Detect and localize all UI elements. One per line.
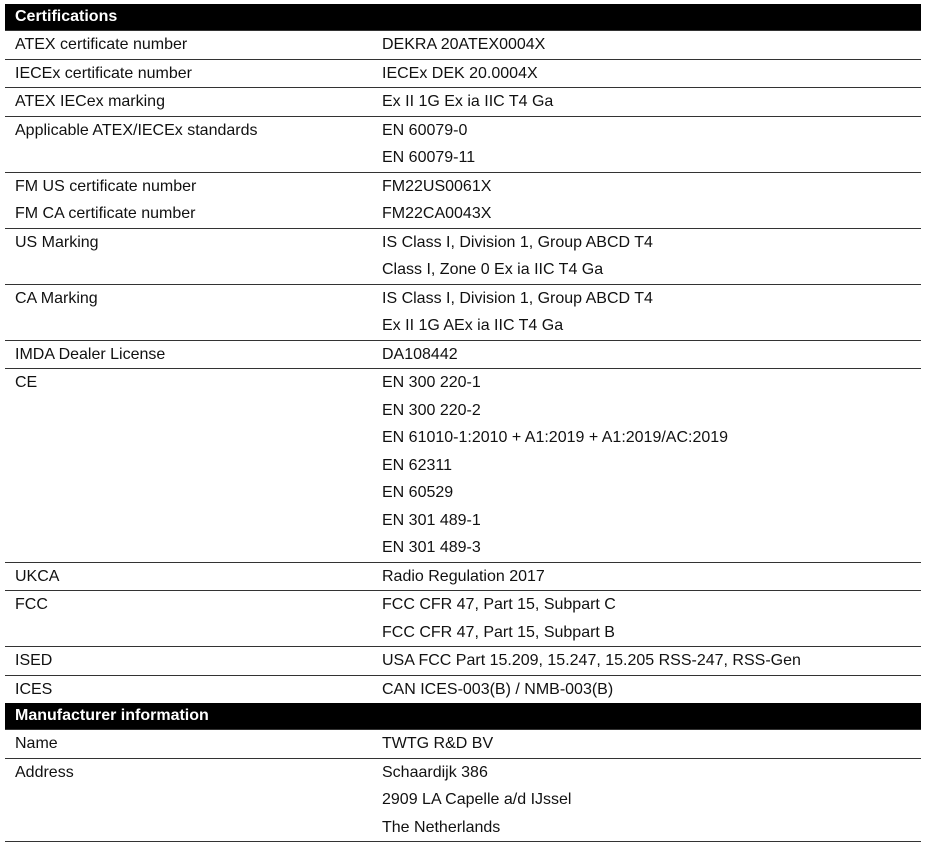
row-value: EN 300 220-1	[382, 374, 481, 391]
row-value-cell	[372, 675, 921, 703]
row-value: FM22US0061X	[382, 177, 492, 195]
section-header	[5, 4, 921, 31]
table-row	[5, 591, 921, 647]
row-value-cell	[372, 172, 921, 200]
row-value: 2909 LA Capelle a/d IJssel	[382, 791, 572, 808]
table-row	[5, 675, 921, 703]
table-row	[5, 31, 921, 60]
row-label: UKCA	[5, 562, 372, 591]
row-value: The Netherlands	[382, 818, 501, 836]
row-value-cell	[372, 730, 921, 759]
row-value: Radio Regulation 2017	[382, 567, 545, 585]
row-value: IECEx DEK 20.0004X	[382, 64, 538, 82]
row-value: EN 301 489-3	[382, 539, 481, 556]
row-value-cell	[372, 228, 921, 284]
row-value: FM22CA0043X	[382, 205, 492, 222]
table-row	[5, 116, 921, 172]
row-value-cell	[372, 758, 921, 842]
row-value: Ex II 1G AEx ia IIC T4 Ga	[382, 317, 564, 334]
row-value: EN 62311	[382, 456, 452, 474]
row-value: TWTG R&D BV	[382, 735, 494, 752]
row-value: USA FCC Part 15.209, 15.247, 15.205 RSS-247, RSS-Gen	[382, 652, 801, 669]
row-label: IECEx certificate number	[5, 59, 372, 88]
row-label: ATEX certificate number	[5, 31, 372, 60]
table-row	[5, 228, 921, 284]
row-label: ATEX IECex marking	[5, 88, 372, 117]
row-value: IS Class I, Division 1, Group ABCD T4	[382, 289, 653, 307]
row-label: FCC	[5, 591, 372, 647]
row-label: US Marking	[5, 228, 372, 284]
row-value: Class I, Zone 0 Ex ia IIC T4 Ga	[382, 261, 604, 278]
row-value-cell	[372, 59, 921, 88]
row-value: Schaardijk 386	[382, 763, 488, 781]
row-label: IMDA Dealer License	[5, 340, 372, 369]
row-label: CE	[5, 369, 372, 563]
section-header	[5, 703, 921, 730]
row-value-cell	[372, 647, 921, 676]
row-value-cell	[372, 31, 921, 60]
row-value-cell	[372, 284, 921, 340]
row-value-cell	[372, 369, 921, 563]
table-row	[5, 562, 921, 591]
row-value-cell	[372, 591, 921, 647]
section-title: Manufacturer information	[5, 703, 921, 730]
row-value: EN 60529	[382, 484, 454, 501]
row-label: FM US certificate number	[5, 172, 372, 200]
row-value: IS Class I, Division 1, Group ABCD T4	[382, 233, 653, 251]
table-row	[5, 59, 921, 88]
row-value: FCC CFR 47, Part 15, Subpart C	[382, 596, 616, 613]
row-value-cell	[372, 562, 921, 591]
row-label: Name	[5, 730, 372, 759]
row-value: DA108442	[382, 345, 458, 363]
table-row	[5, 200, 921, 228]
table-row	[5, 758, 921, 842]
row-value: EN 60079-11	[382, 149, 476, 166]
table-row	[5, 284, 921, 340]
row-label: ICES	[5, 675, 372, 703]
spec-table	[5, 4, 921, 842]
table-row	[5, 340, 921, 369]
row-value-cell	[372, 116, 921, 172]
row-value: EN 301 489-1	[382, 511, 481, 529]
row-value: EN 60079-0	[382, 121, 468, 139]
row-value-cell	[372, 200, 921, 228]
table-row	[5, 172, 921, 200]
row-value: DEKRA 20ATEX0004X	[382, 36, 546, 53]
row-label: FM CA certificate number	[15, 205, 196, 222]
row-value: EN 300 220-2	[382, 401, 481, 419]
row-value: FCC CFR 47, Part 15, Subpart B	[382, 623, 615, 641]
row-value-cell	[372, 88, 921, 117]
section-title: Certifications	[5, 4, 921, 31]
row-value: CAN ICES-003(B) / NMB-003(B)	[382, 680, 614, 698]
row-label: ISED	[5, 647, 372, 676]
row-label: CA Marking	[5, 284, 372, 340]
row-value: EN 61010-1:2010 + A1:2019 + A1:2019/AC:2019	[382, 429, 729, 446]
table-row	[5, 647, 921, 676]
table-row	[5, 730, 921, 759]
table-row	[5, 88, 921, 117]
table-row	[5, 369, 921, 563]
spec-table-body	[5, 4, 921, 842]
row-label: Address	[5, 758, 372, 842]
row-value: Ex II 1G Ex ia IIC T4 Ga	[382, 93, 554, 110]
row-value-cell	[372, 340, 921, 369]
row-label: Applicable ATEX/IECEx standards	[5, 116, 372, 172]
